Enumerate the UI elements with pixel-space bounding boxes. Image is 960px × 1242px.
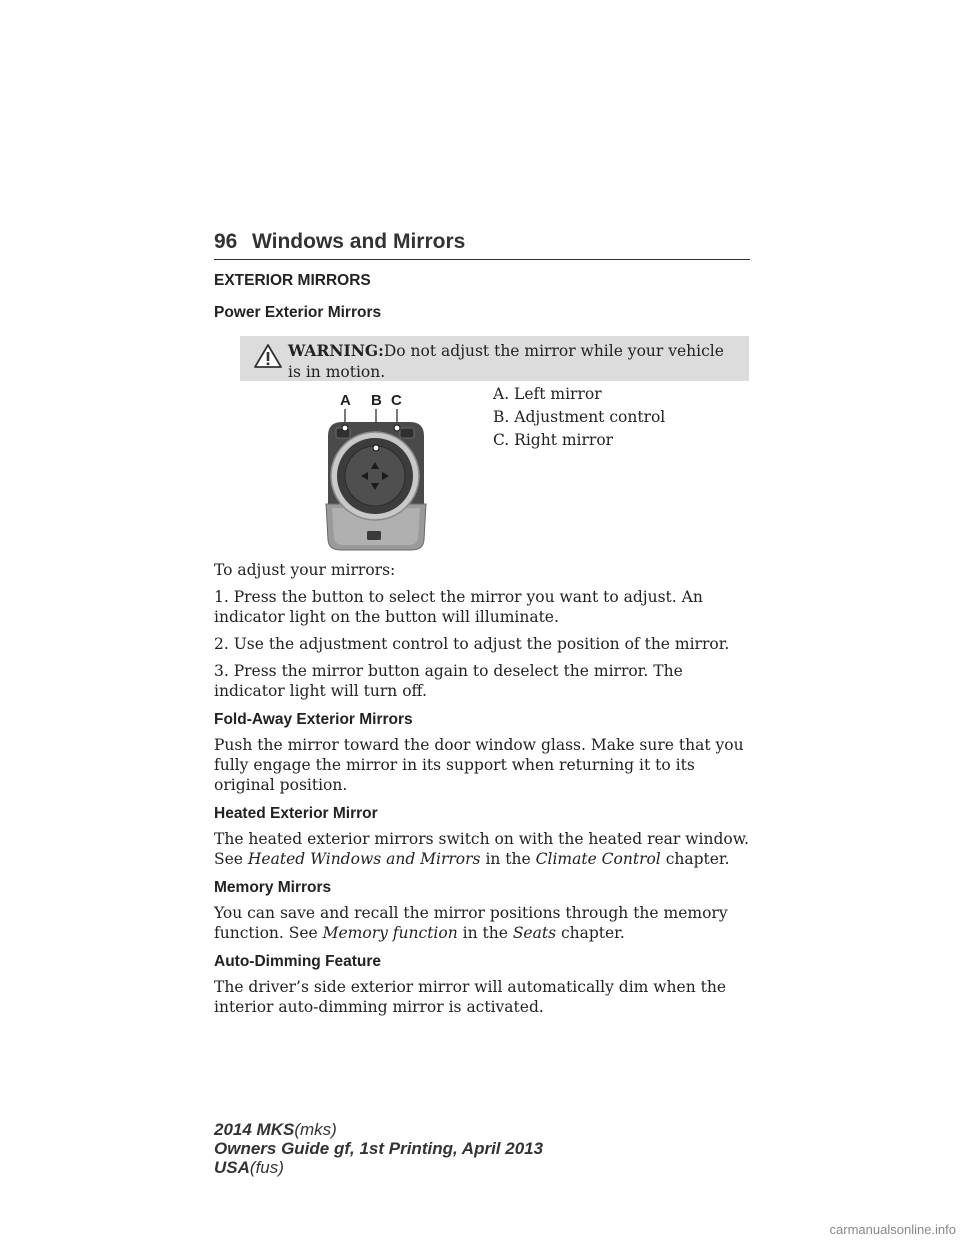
mirror-control-illustration [318,388,430,552]
fold-away-text: Push the mirror toward the door window glass. Make sure that you fully engage the mirror in its support when returning it to its original position. [214,736,744,794]
footer-line-3 [214,1158,543,1177]
heated-text-part-2: in the [480,850,536,868]
step-3: 3. Press the mirror button again to deselect the mirror. The indicator light will turn off. [214,662,683,700]
footer-model-code: (mks) [294,1120,337,1139]
power-mirrors-title: Power Exterior Mirrors [214,304,382,321]
warning-triangle-icon [254,343,282,369]
footer-line-1 [214,1120,543,1139]
warning-label: WARNING: [288,341,384,360]
figure-label-c: C [391,392,402,409]
header-divider [214,259,750,260]
seats-reference: Seats [512,924,557,942]
watermark: carmanualsonline.info [829,1222,956,1237]
figure-label-a: A [340,392,351,409]
figure-label-b: B [371,392,382,409]
heated-mirror-text [214,829,750,869]
memory-text-part-2: in the [457,924,513,942]
climate-control-reference: Climate Control [535,850,661,868]
heated-text-part-3: chapter. [660,850,730,868]
chapter-title: Windows and Mirrors [252,230,466,253]
memory-text-part-3: chapter. [556,924,625,942]
page-footer [214,1120,543,1177]
page-number: 96 [214,230,238,253]
mirror-control-figure [318,388,430,552]
heated-windows-reference: Heated Windows and Mirrors [247,850,481,868]
heated-text-part-1: The heated exterior mirrors switch on with the heated rear window. See [214,830,750,868]
auto-dimming-text: The driver’s side exterior mirror will automatically dim when the interior auto-dimming mirror is activated. [214,978,726,1016]
fold-away-title: Fold-Away Exterior Mirrors [214,711,413,728]
auto-dimming-title: Auto-Dimming Feature [214,953,382,970]
footer-line-2: Owners Guide gf, 1st Printing, April 2013 [214,1139,544,1158]
footer-market-code: (fus) [249,1158,284,1177]
footer-model: 2014 MKS [214,1120,295,1139]
memory-mirrors-text [214,903,750,943]
step-2: 2. Use the adjustment control to adjust the position of the mirror. [214,635,730,653]
page-header [214,230,750,262]
warning-box [240,336,749,381]
warning-text [288,340,733,383]
heated-mirror-title: Heated Exterior Mirror [214,805,378,822]
figure-callouts [493,384,743,453]
memory-mirrors-title: Memory Mirrors [214,879,332,896]
power-title-block [214,304,381,322]
callout-right-mirror: C. Right mirror [493,431,614,449]
step-1: 1. Press the button to select the mirror you want to adjust. An indicator light on the button will illuminate. [214,588,703,626]
adjust-instructions [214,560,750,1017]
adjust-intro: To adjust your mirrors: [214,561,396,579]
warning-body: Do not adjust the mirror while your vehicle is in motion. [288,342,724,381]
section-title: EXTERIOR MIRRORS [214,272,371,289]
footer-market: USA [214,1158,250,1177]
memory-text-part-1: You can save and recall the mirror positions through the memory function. See [214,904,728,942]
callout-left-mirror: A. Left mirror [493,385,602,403]
memory-function-reference: Memory function [322,924,458,942]
section-title-block [214,272,371,290]
callout-adjustment-control: B. Adjustment control [493,408,666,426]
